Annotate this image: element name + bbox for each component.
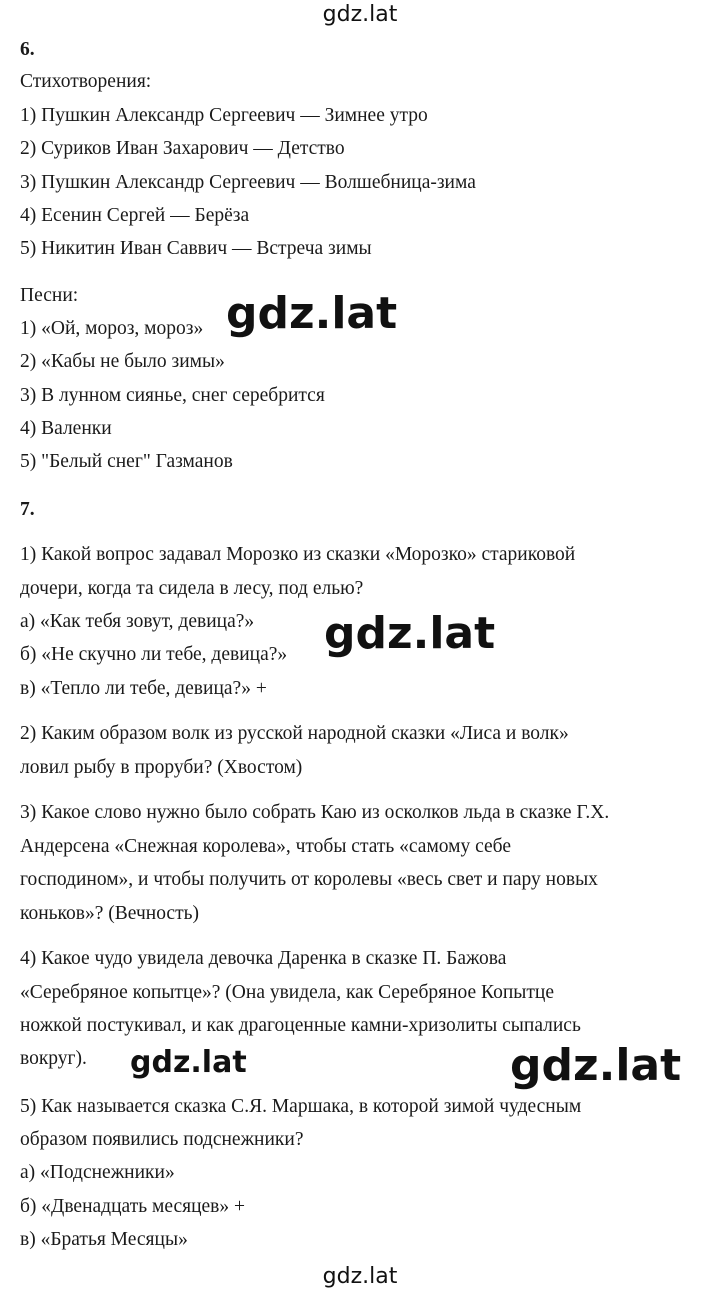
question-4-line: 4) Какое чудо увидела девочка Даренка в сказке П. Бажова <box>20 948 507 969</box>
watermark-bottom: gdz.lat <box>322 1264 398 1289</box>
song-item: 1) «Ой, мороз, мороз» <box>20 318 204 339</box>
answer-option: б) «Не скучно ли тебе, девица?» <box>20 644 288 665</box>
answer-option: а) «Как тебя зовут, девица?» <box>20 611 255 632</box>
question-4-line: вокруг). <box>20 1048 87 1069</box>
question-3-line: Андерсена «Снежная королева», чтобы стать «самому себе <box>20 836 512 857</box>
songs-heading: Песни: <box>20 285 79 306</box>
answer-option: а) «Подснежники» <box>20 1162 175 1183</box>
answer-option: в) «Тепло ли тебе, девица?» + <box>20 678 267 699</box>
song-item: 4) Валенки <box>20 418 112 439</box>
task-6-number: 6. <box>20 39 35 60</box>
question-2-line: ловил рыбу в проруби? (Хвостом) <box>20 757 303 778</box>
poem-item: 3) Пушкин Александр Сергеевич — Волшебница-зима <box>20 172 476 193</box>
question-2-line: 2) Каким образом волк из русской народной сказки «Лиса и волк» <box>20 723 569 744</box>
watermark-large: gdz.lat <box>226 288 398 339</box>
question-1-line: 1) Какой вопрос задавал Морозко из сказки «Морозко» стариковой <box>20 544 576 565</box>
poem-item: 5) Никитин Иван Саввич — Встреча зимы <box>20 238 372 259</box>
watermark-large: gdz.lat <box>324 608 496 659</box>
watermark-medium: gdz.lat <box>130 1045 247 1080</box>
answer-option: б) «Двенадцать месяцев» + <box>20 1196 246 1217</box>
question-4-line: «Серебряное копытце»? (Она увидела, как Серебряное Копытце <box>20 982 554 1003</box>
poem-item: 4) Есенин Сергей — Берёза <box>20 205 250 226</box>
song-item: 2) «Кабы не было зимы» <box>20 351 225 372</box>
question-4-line: ножкой постукивал, и как драгоценные камни-хризолиты сыпались <box>20 1015 581 1036</box>
question-3-line: 3) Какое слово нужно было собрать Каю из осколков льда в сказке Г.Х. <box>20 802 610 823</box>
song-item: 5) "Белый снег" Газманов <box>20 451 233 472</box>
question-1-line: дочери, когда та сидела в лесу, под елью? <box>20 578 364 599</box>
question-5-line: 5) Как называется сказка С.Я. Маршака, в которой зимой чудесным <box>20 1096 582 1117</box>
answer-option: в) «Братья Месяцы» <box>20 1229 188 1250</box>
question-3-line: господином», и чтобы получить от королевы «весь свет и пару новых <box>20 869 598 890</box>
song-item: 3) В лунном сиянье, снег серебрится <box>20 385 325 406</box>
watermark-large: gdz.lat <box>510 1040 682 1091</box>
question-5-line: образом появились подснежники? <box>20 1129 304 1150</box>
watermark-top: gdz.lat <box>322 2 398 27</box>
question-3-line: коньков»? (Вечность) <box>20 903 199 924</box>
poems-heading: Стихотворения: <box>20 71 152 92</box>
task-7-number: 7. <box>20 499 35 520</box>
poem-item: 1) Пушкин Александр Сергеевич — Зимнее утро <box>20 105 428 126</box>
poem-item: 2) Суриков Иван Захарович — Детство <box>20 138 345 159</box>
